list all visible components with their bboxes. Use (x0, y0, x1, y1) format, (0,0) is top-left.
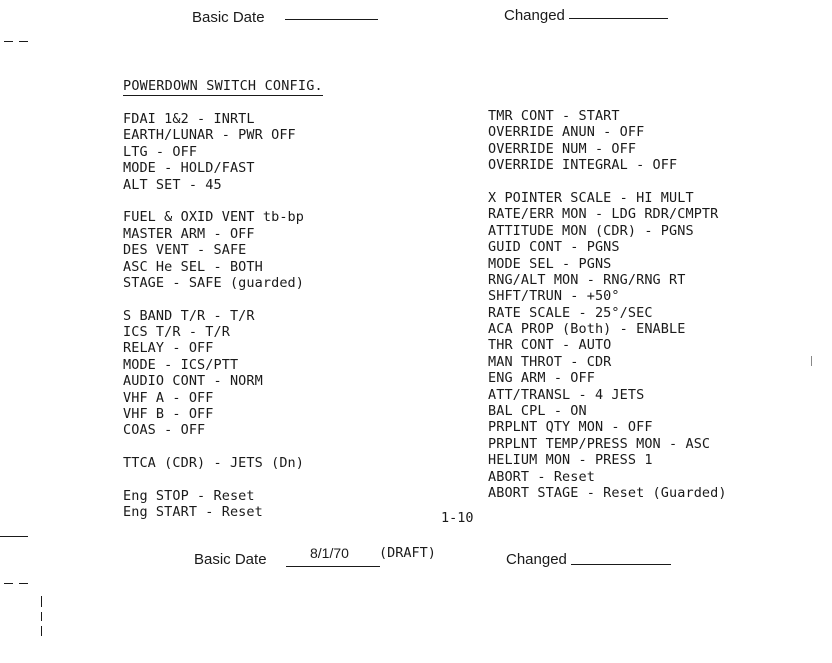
switch-setting: Eng STOP - Reset (123, 487, 255, 504)
margin-dash (19, 583, 28, 584)
margin-vertical-bar (41, 612, 42, 621)
switch-setting: ABORT STAGE - Reset (Guarded) (488, 484, 727, 501)
switch-setting: AUDIO CONT - NORM (123, 373, 263, 390)
switch-setting: MODE SEL - PGNS (488, 255, 612, 272)
page-number: 1-10 (441, 510, 474, 526)
switch-setting: EARTH/LUNAR - PWR OFF (123, 127, 296, 144)
footer-basic-date-label: Basic Date (194, 551, 267, 568)
switch-setting: RNG/ALT MON - RNG/RNG RT (488, 271, 686, 288)
switch-setting: MAN THROT - CDR (488, 353, 612, 370)
margin-vertical-bar (41, 596, 42, 607)
margin-change-bar (0, 536, 28, 537)
header-changed-blank (569, 18, 668, 19)
switch-setting: ENG ARM - OFF (488, 370, 595, 387)
switch-setting: THR CONT - AUTO (488, 337, 612, 354)
right-column (488, 108, 727, 501)
margin-dash (19, 41, 28, 42)
left-column (123, 111, 304, 521)
switch-setting: MODE - HOLD/FAST (123, 160, 255, 177)
switch-setting: ATTITUDE MON (CDR) - PGNS (488, 222, 694, 239)
switch-setting: STAGE - SAFE (guarded) (123, 274, 305, 291)
switch-setting: TTCA (CDR) - JETS (Dn) (123, 455, 305, 472)
switch-setting: Eng START - Reset (123, 504, 263, 521)
header-basic-date-blank (285, 19, 378, 20)
switch-setting: OVERRIDE NUM - OFF (488, 140, 637, 157)
switch-setting: MASTER ARM - OFF (123, 225, 255, 242)
switch-setting: ATT/TRANSL - 4 JETS (488, 386, 645, 403)
switch-setting: RATE/ERR MON - LDG RDR/CMPTR (488, 206, 719, 223)
switch-setting: BAL CPL - ON (488, 403, 587, 420)
switch-setting: RATE SCALE - 25°/SEC (488, 304, 653, 321)
switch-setting: SHFT/TRUN - +50° (488, 288, 620, 305)
switch-setting: ALT SET - 45 (123, 176, 222, 193)
switch-setting: VHF A - OFF (123, 389, 214, 406)
switch-setting: TMR CONT - START (488, 108, 620, 124)
margin-vertical-bar (41, 626, 42, 636)
switch-setting: S BAND T/R - T/R (123, 307, 255, 324)
switch-setting: DES VENT - SAFE (123, 242, 247, 259)
margin-dash (4, 41, 13, 42)
header-changed-label: Changed (504, 7, 565, 24)
switch-setting: ABORT - Reset (488, 468, 595, 485)
footer-basic-date-value: 8/1/70 (310, 545, 349, 561)
margin-dash (4, 583, 13, 584)
switch-setting: OVERRIDE ANUN - OFF (488, 124, 645, 141)
switch-setting: GUID CONT - PGNS (488, 239, 620, 256)
footer-basic-date-line (286, 566, 380, 567)
margin-tick (811, 356, 812, 366)
switch-setting: RELAY - OFF (123, 340, 214, 357)
footer-draft-note: (DRAFT) (379, 545, 436, 561)
switch-setting: HELIUM MON - PRESS 1 (488, 452, 653, 469)
switch-setting: OVERRIDE INTEGRAL - OFF (488, 157, 678, 174)
switch-setting: ASC He SEL - BOTH (123, 258, 263, 275)
switch-setting: MODE - ICS/PTT (123, 356, 239, 373)
switch-setting: ACA PROP (Both) - ENABLE (488, 321, 686, 338)
footer-changed-blank (571, 564, 671, 565)
switch-setting: VHF B - OFF (123, 406, 214, 423)
switch-setting: X POINTER SCALE - HI MULT (488, 189, 694, 206)
footer-changed-label: Changed (506, 551, 567, 568)
switch-setting: COAS - OFF (123, 422, 206, 439)
switch-setting: ICS T/R - T/R (123, 324, 230, 341)
switch-setting: FDAI 1&2 - INRTL (123, 111, 255, 127)
switch-setting: PRPLNT TEMP/PRESS MON - ASC (488, 435, 711, 452)
switch-setting: PRPLNT QTY MON - OFF (488, 419, 653, 436)
switch-setting: LTG - OFF (123, 143, 198, 160)
switch-setting: FUEL & OXID VENT tb-bp (123, 209, 305, 226)
section-title: POWERDOWN SWITCH CONFIG. (123, 78, 323, 94)
header-basic-date-label: Basic Date (192, 9, 265, 26)
